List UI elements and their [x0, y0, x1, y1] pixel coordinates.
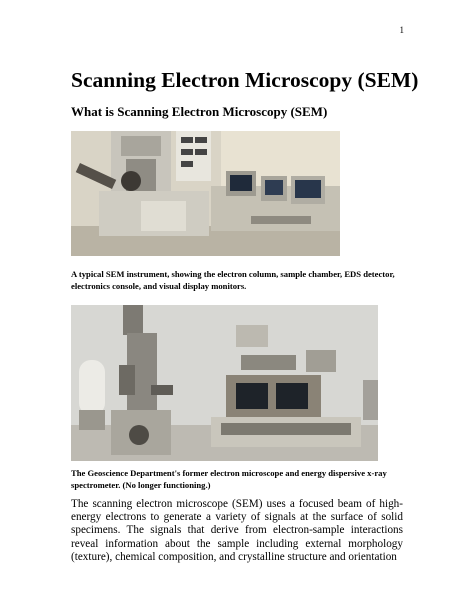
page-number: 1	[399, 25, 404, 35]
section-heading: What is Scanning Electron Microscopy (SEM)	[71, 104, 328, 119]
figure-caption: A typical SEM instrument, showing the electron column, sample chamber, EDS detector, electronics console, and visual display monitors.	[71, 269, 395, 291]
body-paragraph: The scanning electron microscope (SEM) uses a focused beam of high-energy electrons to generate a variety of signals at the surface of solid specimens. The signals that derive from electron-sample interactions reveal information about the sample including external morphology (texture), chemical composition, and crystalline structure and orientation	[71, 498, 403, 563]
sem-instrument-photo	[71, 131, 340, 256]
page-title: Scanning Electron Microscopy (SEM)	[71, 68, 419, 92]
former-sem-photo	[71, 305, 378, 461]
figure-caption: The Geoscience Department's former electron microscope and energy dispersive x-ray spectrometer. (No longer functioning.)	[71, 468, 387, 490]
